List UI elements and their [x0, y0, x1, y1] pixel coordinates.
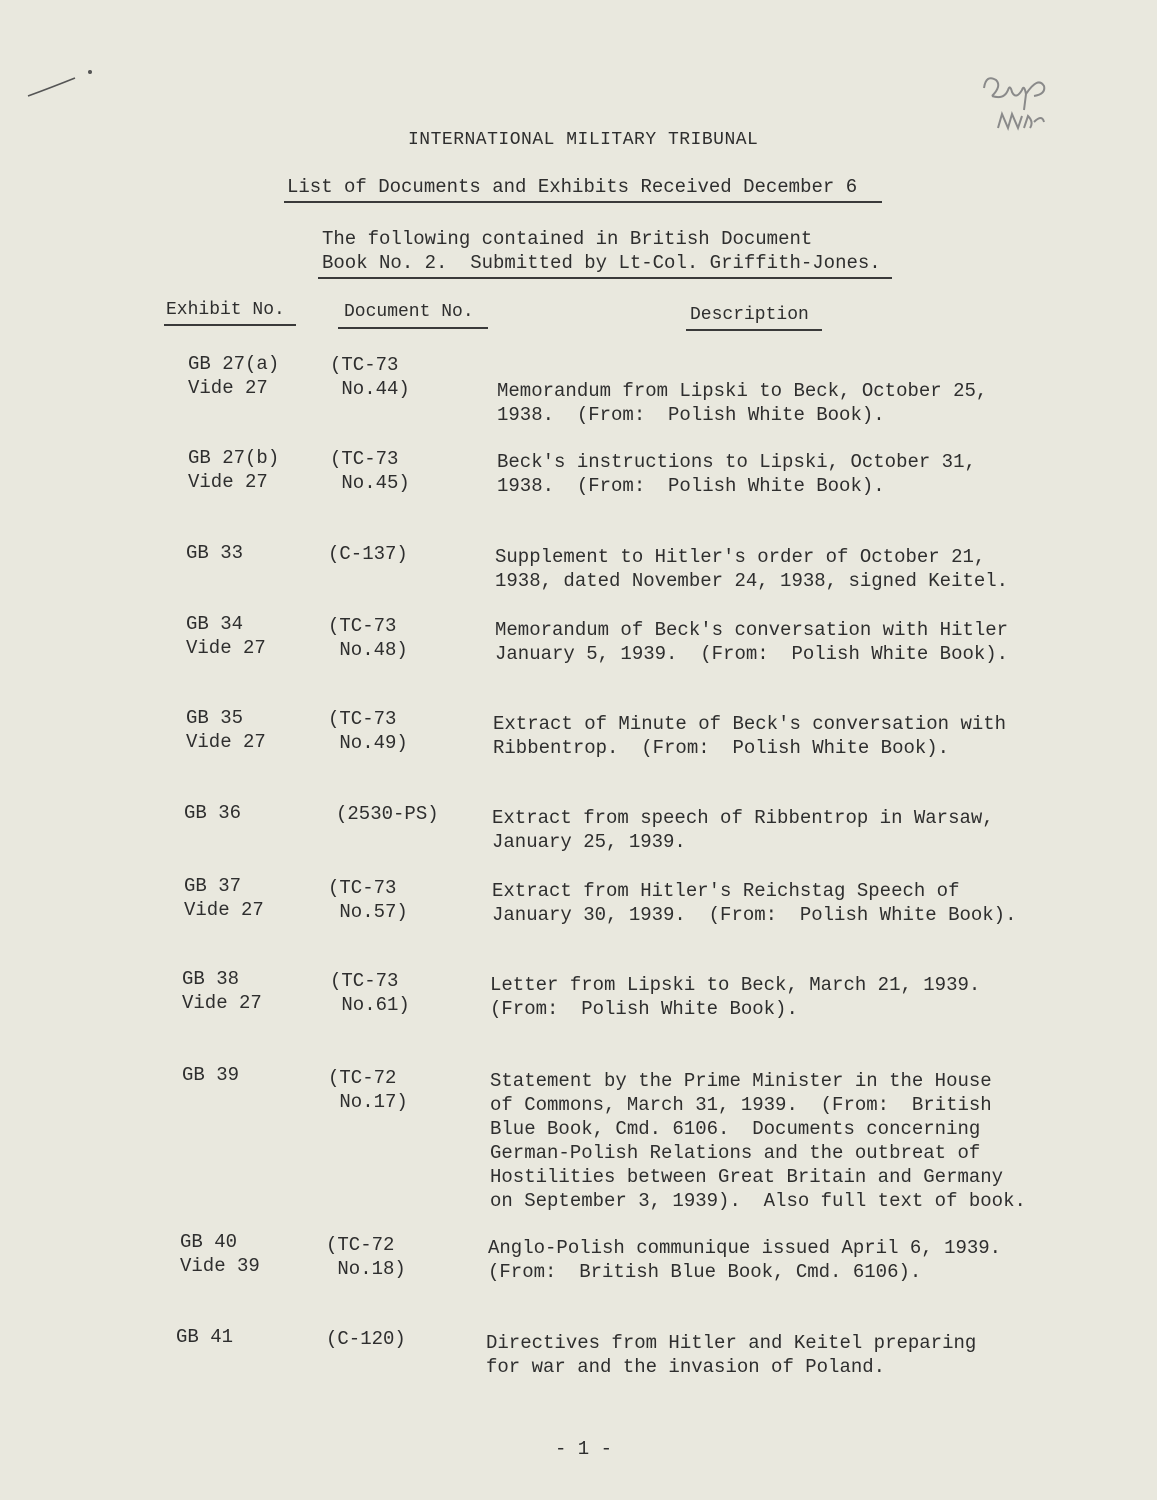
exhibit-vide: Vide 27 — [188, 471, 268, 493]
document-no-line-2: No.48) — [328, 639, 408, 661]
exhibit-no: GB 36 — [184, 802, 242, 824]
description-line: Beck's instructions to Lipski, October 31, — [497, 451, 976, 473]
description-line: January 5, 1939. (From: Polish White Book). — [495, 643, 1009, 665]
exhibit-no: GB 27(b) — [188, 447, 280, 469]
exhibit-header-underline — [164, 324, 296, 326]
document-no-line-2: No.61) — [330, 994, 410, 1016]
intro-line-1: The following contained in British Document — [322, 228, 813, 250]
description-line: Memorandum from Lipski to Beck, October 25, — [497, 380, 988, 402]
document-no: (TC-73 — [328, 877, 397, 899]
exhibit-vide: Vide 27 — [184, 899, 264, 921]
description-line: on September 3, 1939). Also full text of book. — [490, 1190, 1026, 1212]
description-line: January 25, 1939. — [492, 831, 686, 853]
description-line: 1938. (From: Polish White Book). — [497, 404, 885, 426]
description-line: Directives from Hitler and Keitel preparing — [486, 1332, 977, 1354]
description-line: Extract of Minute of Beck's conversation with — [493, 713, 1007, 735]
column-header-exhibit: Exhibit No. — [166, 300, 285, 320]
exhibit-no: GB 41 — [176, 1326, 234, 1348]
description-line: Letter from Lipski to Beck, March 21, 1939. — [490, 974, 981, 996]
description-line: for war and the invasion of Poland. — [486, 1356, 886, 1378]
description-line: Ribbentrop. (From: Polish White Book). — [493, 737, 950, 759]
intro-line-2: Book No. 2. Submitted by Lt-Col. Griffith-Jones. — [322, 252, 881, 274]
description-line: Extract from speech of Ribbentrop in Warsaw, — [492, 807, 994, 829]
exhibit-no: GB 33 — [186, 542, 244, 564]
column-header-document: Document No. — [344, 302, 474, 322]
exhibit-no: GB 39 — [182, 1064, 240, 1086]
description-line: of Commons, March 31, 1939. (From: British — [490, 1094, 992, 1116]
description-line: German-Polish Relations and the outbreat of — [490, 1142, 981, 1164]
document-no: (TC-73 — [330, 970, 399, 992]
description-line: Blue Book, Cmd. 6106. Documents concerning — [490, 1118, 981, 1140]
description-line: 1938, dated November 24, 1938, signed Keitel. — [495, 570, 1009, 592]
document-no-line-2: No.18) — [326, 1258, 406, 1280]
description-line: Anglo-Polish communique issued April 6, 1939. — [488, 1237, 1002, 1259]
page-title: INTERNATIONAL MILITARY TRIBUNAL — [408, 130, 759, 150]
handwritten-initials — [978, 70, 1058, 150]
exhibit-no: GB 35 — [186, 707, 244, 729]
page-subtitle: List of Documents and Exhibits Received December 6 — [287, 176, 858, 198]
description-line: Supplement to Hitler's order of October 21, — [495, 546, 986, 568]
document-no: (TC-73 — [330, 448, 399, 470]
document-no-line-2: No.57) — [328, 901, 408, 923]
document-no: (C-120) — [326, 1328, 406, 1350]
description-line: Extract from Hitler's Reichstag Speech of — [492, 880, 960, 902]
description-line: Statement by the Prime Minister in the House — [490, 1070, 992, 1092]
exhibit-vide: Vide 27 — [186, 637, 266, 659]
exhibit-no: GB 37 — [184, 875, 242, 897]
document-no: (TC-73 — [328, 708, 397, 730]
document-no: (TC-72 — [326, 1234, 395, 1256]
exhibit-vide: Vide 27 — [188, 377, 268, 399]
description-line: Memorandum of Beck's conversation with Hitler — [495, 619, 1009, 641]
description-line: (From: British Blue Book, Cmd. 6106). — [488, 1261, 922, 1283]
document-no: (TC-73 — [330, 354, 399, 376]
document-no: (TC-73 — [328, 615, 397, 637]
exhibit-vide: Vide 27 — [186, 731, 266, 753]
exhibit-vide: Vide 39 — [180, 1255, 260, 1277]
exhibit-vide: Vide 27 — [182, 992, 262, 1014]
document-no-line-2: No.45) — [330, 472, 410, 494]
exhibit-no: GB 38 — [182, 968, 240, 990]
description-line: 1938. (From: Polish White Book). — [497, 475, 885, 497]
document-no-line-2: No.17) — [328, 1091, 408, 1113]
description-line: January 30, 1939. (From: Polish White Book). — [492, 904, 1017, 926]
document-header-underline — [338, 327, 488, 329]
document-no-line-2: No.44) — [330, 378, 410, 400]
subtitle-underline — [284, 201, 882, 203]
exhibit-no: GB 27(a) — [188, 353, 280, 375]
document-no: (2530-PS) — [336, 803, 439, 825]
exhibit-no: GB 34 — [186, 613, 244, 635]
description-header-underline — [686, 329, 822, 331]
intro-underline — [318, 277, 892, 279]
page-number: - 1 - — [555, 1438, 613, 1460]
description-line: Hostilities between Great Britain and Germany — [490, 1166, 1004, 1188]
document-no: (TC-72 — [328, 1067, 397, 1089]
document-no-line-2: No.49) — [328, 732, 408, 754]
document-no: (C-137) — [328, 543, 408, 565]
exhibit-no: GB 40 — [180, 1231, 238, 1253]
description-line: (From: Polish White Book). — [490, 998, 798, 1020]
column-header-description: Description — [690, 305, 809, 325]
pencil-mark-icon — [20, 66, 110, 106]
